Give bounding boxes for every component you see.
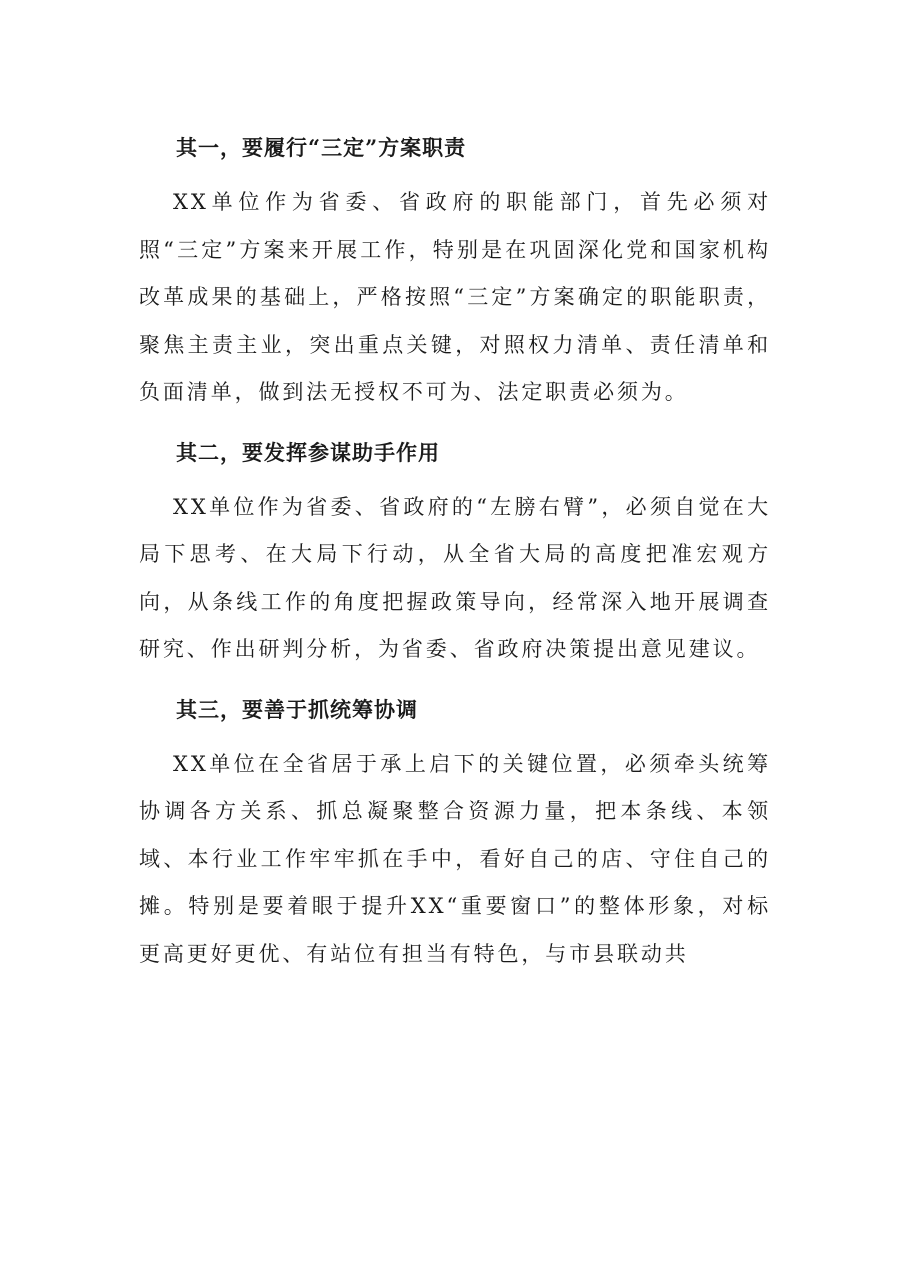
section-paragraph-1: XX单位作为省委、省政府的职能部门，首先必须对照“三定”方案来开展工作，特别是在巩固深化党和国家机构改革成果的基础上，严格按照“三定”方案确定的职能职责，聚焦主责主业，突出重点关键，对照权力清单、责任清单和负面清单，做到法无授权不可为、法定职责必须为。: [139, 190, 771, 404]
section-heading-1: 其一，要履行“三定”方案职责: [176, 135, 467, 160]
section-heading-2: 其二，要发挥参谋助手作用: [176, 439, 440, 465]
section-paragraph-3: XX单位在全省居于承上启下的关键位置，必须牵头统筹协调各方关系、抓总凝聚整合资源力量，把本条线、本领域、本行业工作牢牢抓在手中，看好自己的店、守住自己的摊。特别是要着眼于提升XX“重要窗口”的整体形象，对标更高更好更优、有站位有担当有特色，与市县联动共: [139, 751, 771, 966]
document-body: [139, 124, 771, 978]
section-heading-3: 其三，要善于抓统筹协调: [176, 696, 418, 722]
section-paragraph-2: XX单位作为省委、省政府的“左膀右臂”，必须自觉在大局下思考、在大局下行动，从全省大局的高度把准宏观方向，从条线工作的角度把握政策导向，经常深入地开展调查研究、作出研判分析，为省委、省政府决策提出意见建议。: [139, 494, 771, 661]
